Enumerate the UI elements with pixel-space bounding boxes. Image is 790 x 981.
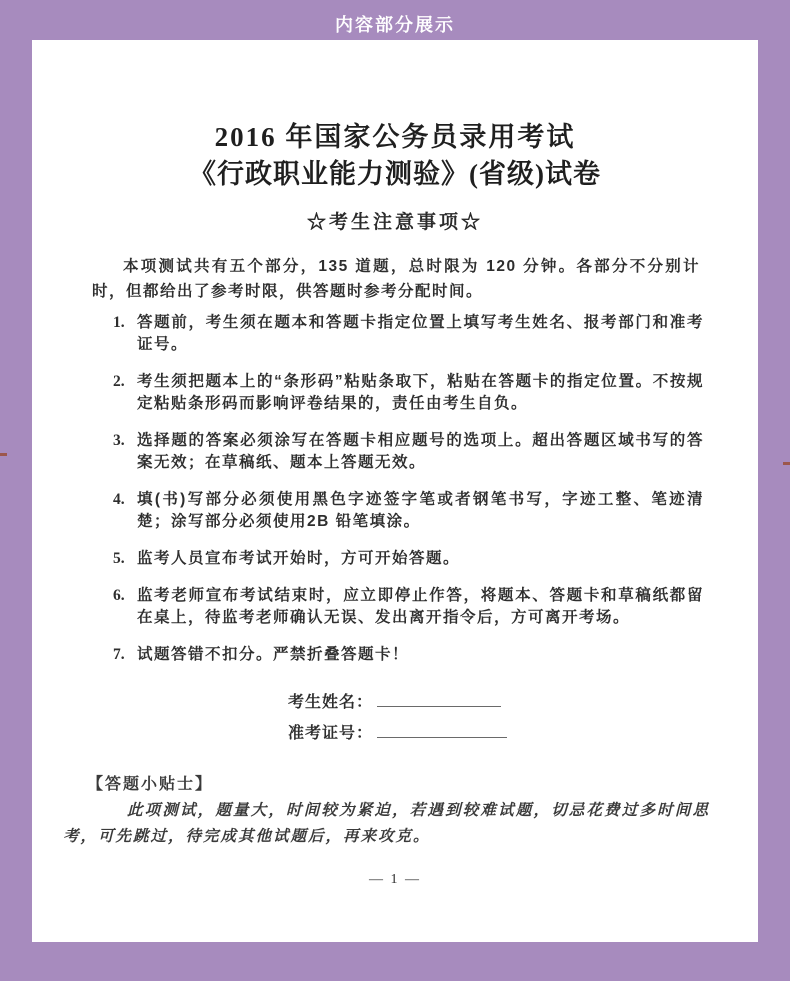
instruction-number: 3. [113,432,125,449]
instruction-item-6 [113,585,732,629]
exam-title-line2: 《行政职业能力测验》(省级)试卷 [189,159,601,189]
instruction-item-2 [113,371,732,415]
top-banner [0,0,790,40]
exam-title-line1: 2016 年国家公务员录用考试 [214,122,576,152]
instruction-text: 答题前，考生须在题本和答题卡指定位置上填写考生姓名、报考部门和准考证号。 [137,314,704,353]
instruction-item-1 [113,312,732,356]
tips-header: 【答题小贴士】 [87,776,214,793]
instruction-text: 试题答错不扣分。严禁折叠答题卡！ [137,646,410,663]
instruction-item-7 [113,644,732,666]
ticket-number-row [288,723,758,744]
instruction-number: 5. [113,550,125,567]
instruction-number: 2. [113,373,125,390]
instruction-item-4 [113,489,732,533]
notice-header: ☆考生注意事项☆ [306,212,483,233]
instruction-number: 4. [113,491,125,508]
instruction-list [113,312,732,666]
right-edge-mark [783,462,790,465]
ticket-number-blank-line [377,723,507,738]
candidate-name-blank-line [377,692,501,707]
page-number: — 1 — [369,872,421,887]
left-edge-mark [0,453,7,456]
candidate-name-row [288,692,758,713]
instruction-item-5 [113,548,732,570]
instruction-text: 监考人员宣布考试开始时，方可开始答题。 [137,550,461,567]
instruction-number: 6. [113,587,125,604]
instruction-number: 1. [113,314,125,331]
instruction-text: 考生须把题本上的“条形码”粘贴条取下，粘贴在答题卡的指定位置。不按规定粘贴条形码而影响评卷结果的，责任由考生自负。 [137,373,704,412]
instruction-number: 7. [113,646,125,663]
instruction-item-3 [113,430,732,474]
instruction-text: 选择题的答案必须涂写在答题卡相应题号的选项上。超出答题区域书写的答案无效；在草稿纸、题本上答题无效。 [137,432,704,471]
instruction-text: 监考老师宣布考试结束时，应立即停止作答，将题本、答题卡和草稿纸都留在桌上，待监考老师确认无误、发出离开指令后，方可离开考场。 [137,587,704,626]
candidate-name-label: 考生姓名： [288,694,374,711]
banner-title: 内容部分展示 [335,15,455,35]
exam-paper-page [32,40,758,942]
intro-paragraph: 本项测试共有五个部分，135 道题，总时限为 120 分钟。各部分不分别计时，但都给出了参考时限，供答题时参考分配时间。 [92,258,700,300]
instruction-text: 填(书)写部分必须使用黑色字迹签字笔或者钢笔书写，字迹工整、笔迹清楚；涂写部分必须使用2B 铅笔填涂。 [137,491,704,530]
candidate-fields [288,692,758,744]
ticket-number-label: 准考证号： [288,725,374,742]
tips-paragraph: 此项测试，题量大，时间较为紧迫，若遇到较难试题，切忌花费过多时间思考，可先跳过，待完成其他试题后，再来攻克。 [63,802,710,845]
